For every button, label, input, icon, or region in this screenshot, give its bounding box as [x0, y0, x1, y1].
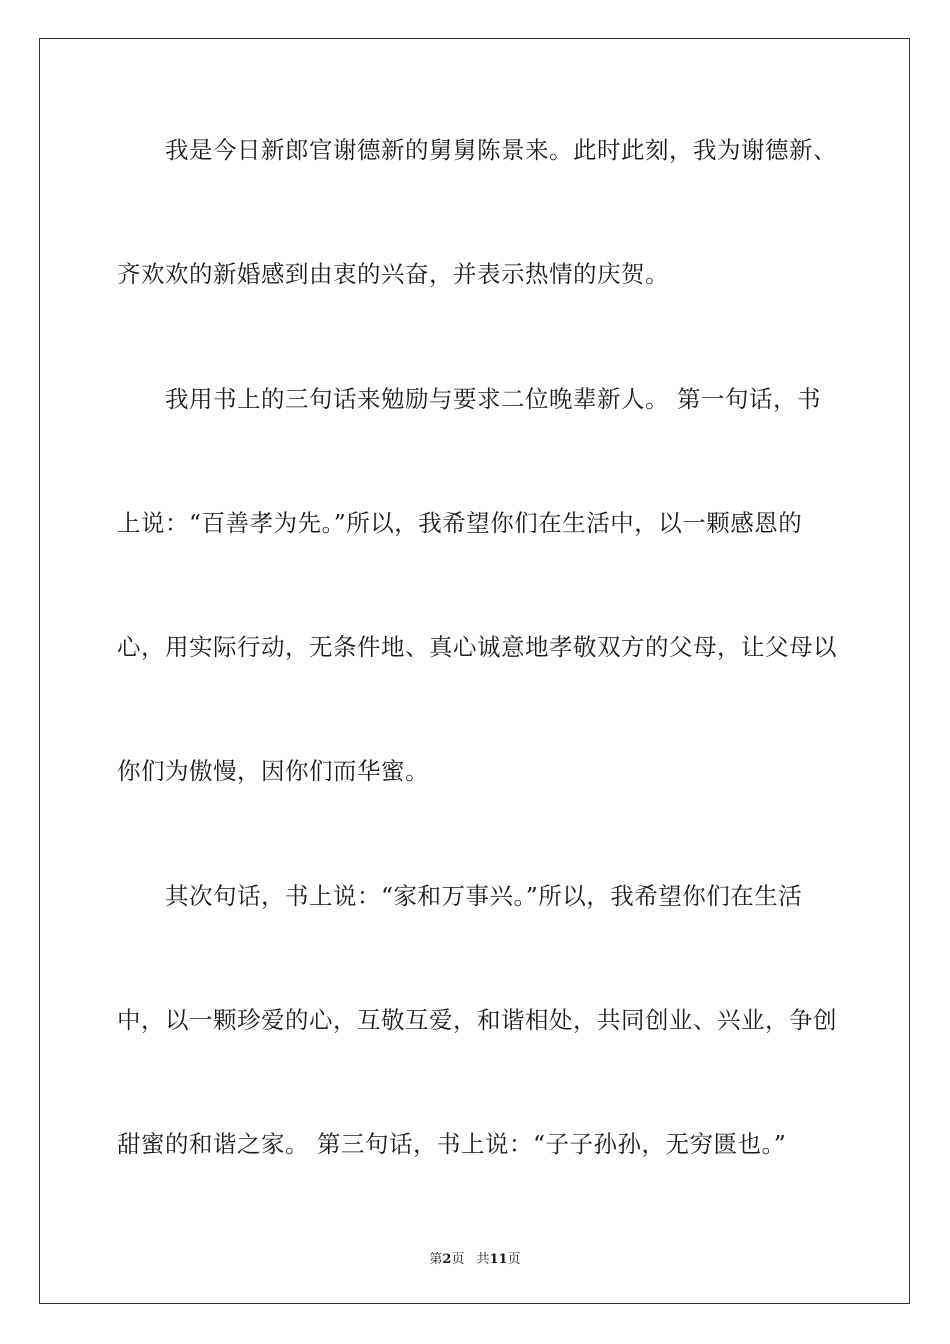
page-border — [39, 38, 910, 1304]
page-footer — [0, 1248, 950, 1267]
page-prefix: 第 — [429, 1252, 443, 1267]
total-prefix: 共 — [476, 1252, 490, 1267]
paragraph-2-line-1: 我用书上的三句话来勉励与要求二位晚辈新人。 第一句话，书 — [165, 385, 821, 413]
paragraph-1-line-1: 我是今日新郎官谢德新的舅舅陈景来。此时此刻，我为谢德新、 — [165, 136, 837, 164]
paragraph-2-line-4: 你们为傲慢，因你们而华蜜。 — [117, 757, 429, 785]
paragraph-2-line-2: 上说：“百善孝为先。”所以，我希望你们在生活中，以一颗感恩的 — [117, 509, 803, 537]
total-pages: 11 — [489, 1252, 508, 1267]
total-suffix: 页 — [507, 1252, 521, 1267]
paragraph-3-line-1: 其次句话，书上说：“家和万事兴。”所以，我希望你们在生活 — [165, 882, 803, 910]
page-number: 2 — [442, 1252, 452, 1267]
paragraph-3-line-3: 甜蜜的和谐之家。 第三句话，书上说：“子子孙孙，无穷匮也。” — [117, 1130, 787, 1158]
page-suffix: 页 — [451, 1252, 465, 1267]
paragraph-1-line-2: 齐欢欢的新婚感到由衷的兴奋，并表示热情的庆贺。 — [117, 260, 669, 288]
paragraph-2-line-3: 心，用实际行动，无条件地、真心诚意地孝敬双方的父母，让父母以 — [117, 633, 837, 661]
paragraph-3-line-2: 中，以一颗珍爱的心，互敬互爱，和谐相处，共同创业、兴业，争创 — [117, 1006, 837, 1034]
